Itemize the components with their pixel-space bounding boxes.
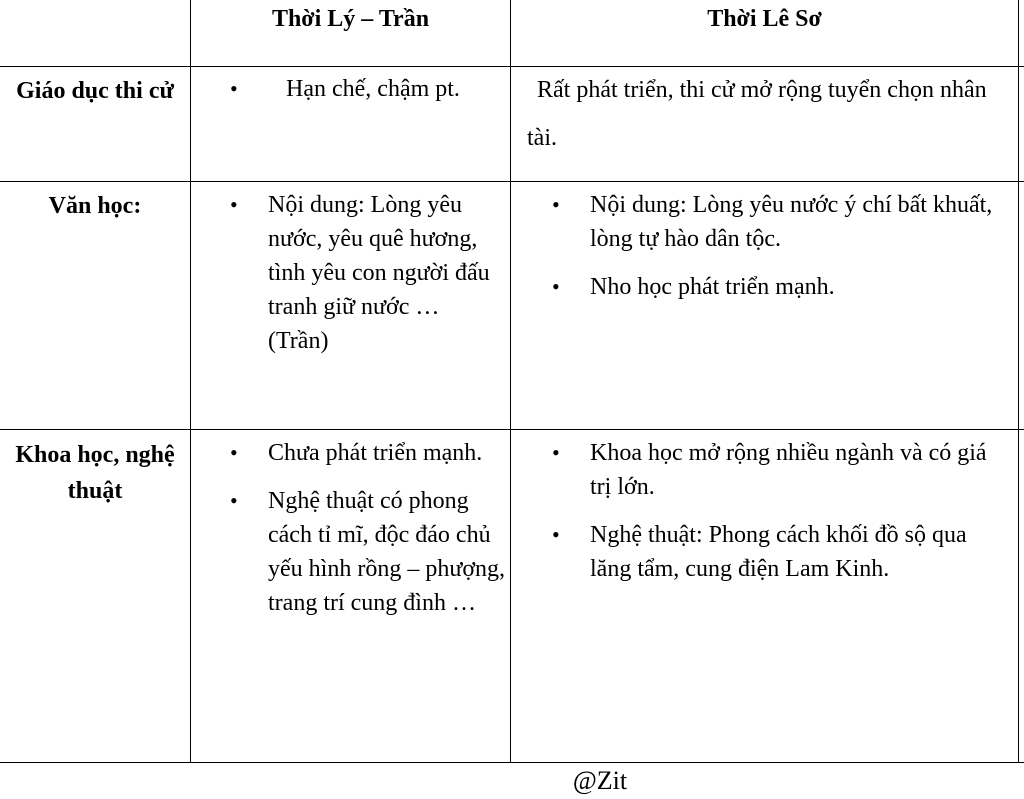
bullet-icon: • bbox=[552, 274, 560, 299]
bullet-icon: • bbox=[552, 522, 560, 547]
row-divider bbox=[0, 762, 1024, 763]
list-item: • Nội dung: Lòng yêu nước ý chí bất khuất, lòng tự hào dân tộc. bbox=[542, 188, 1012, 256]
list-item: • Nghệ thuật: Phong cách khối đồ sộ qua lăng tẩm, cung điện Lam Kinh. bbox=[542, 518, 1012, 586]
list-item: • Nội dung: Lòng yêu nước, yêu quê hương, tình yêu con người đấu tranh giữ nước … (Trần) bbox=[220, 188, 505, 358]
watermark: @Zit bbox=[572, 766, 628, 795]
row-label-science-art: Khoa học, nghệ thuật bbox=[15, 442, 175, 504]
column-divider bbox=[510, 0, 511, 763]
column-divider bbox=[1018, 0, 1019, 763]
bullet-icon: • bbox=[230, 440, 238, 465]
list-item: • Hạn chế, chậm pt. bbox=[220, 72, 505, 106]
bullet-icon: • bbox=[230, 76, 238, 101]
cell-education-ly-tran bbox=[220, 72, 505, 106]
list-item: • Chưa phát triển mạnh. bbox=[220, 436, 508, 470]
bullet-icon: • bbox=[552, 440, 560, 465]
row-divider bbox=[0, 181, 1024, 182]
cell-science-le-so bbox=[542, 436, 1012, 586]
bullet-icon: • bbox=[552, 192, 560, 217]
cell-education-le-so: Rất phát triển, thi cử mở rộng tuyển chọn nhân tài. bbox=[527, 77, 987, 151]
cell-literature-ly-tran bbox=[220, 188, 505, 358]
row-label-education: Giáo dục thi cử bbox=[16, 78, 174, 104]
column-divider bbox=[190, 0, 191, 763]
list-item: • Khoa học mở rộng nhiều ngành và có giá trị lớn. bbox=[542, 436, 1012, 504]
cell-literature-le-so bbox=[542, 188, 1012, 304]
header-ly-tran: Thời Lý – Trần bbox=[271, 6, 430, 32]
row-label-literature: Văn học: bbox=[48, 193, 142, 219]
bullet-icon: • bbox=[230, 192, 238, 217]
list-item: • Nho học phát triển mạnh. bbox=[542, 270, 1012, 304]
list-item: • Nghệ thuật có phong cách tỉ mĩ, độc đáo chủ yếu hình rồng – phượng, trang trí cung đình … bbox=[220, 484, 508, 620]
header-le-so: Thời Lê Sơ bbox=[707, 6, 822, 32]
bullet-icon: • bbox=[230, 488, 238, 513]
row-divider bbox=[0, 429, 1024, 430]
cell-science-ly-tran bbox=[220, 436, 508, 620]
